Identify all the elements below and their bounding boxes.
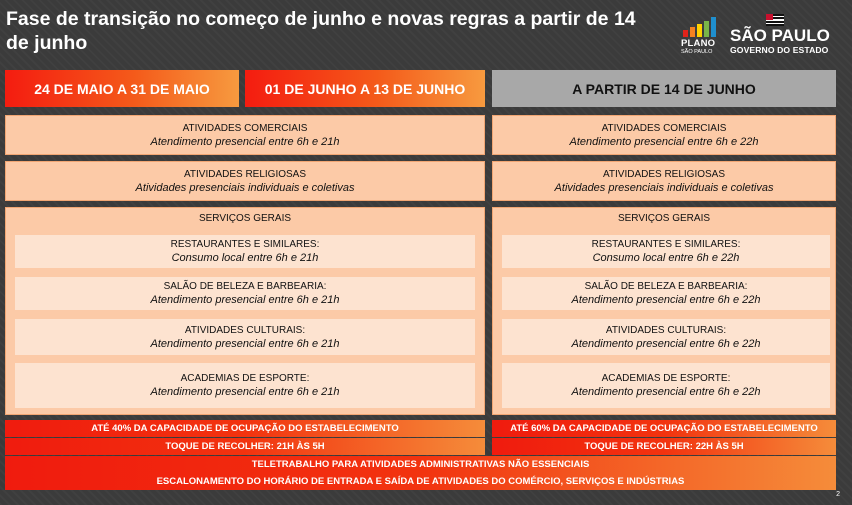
left-salao-detail: Atendimento presencial entre 6h e 21h	[150, 294, 340, 306]
left-culturais-detail: Atendimento presencial entre 6h e 21h	[150, 337, 340, 350]
header-period-1: 24 DE MAIO A 31 DE MAIO	[5, 70, 239, 107]
header-period-2: 01 DE JUNHO A 13 DE JUNHO	[245, 70, 485, 107]
right-salao-label: SALÃO DE BELEZA E BARBEARIA:	[584, 281, 748, 292]
right-comercio-detail: Atendimento presencial entre 6h e 22h	[569, 135, 759, 148]
right-comercio-label: ATIVIDADES COMERCIAIS	[601, 122, 727, 134]
plano-sao-paulo-logo	[679, 17, 721, 57]
left-religiosas-label: ATIVIDADES RELIGIOSAS	[183, 168, 307, 180]
left-comercio-detail: Atendimento presencial entre 6h e 21h	[150, 135, 340, 148]
left-culturais	[15, 319, 475, 355]
right-atividades-comerciais	[492, 115, 836, 155]
left-academias-label: ACADEMIAS DE ESPORTE:	[180, 373, 310, 384]
right-academias-detail: Atendimento presencial entre 6h e 22h	[571, 386, 761, 398]
left-salao-label: SALÃO DE BELEZA E BARBEARIA:	[163, 281, 327, 292]
escalonamento-band: ESCALONAMENTO DO HORÁRIO DE ENTRADA E SAÍDA DE ATIVIDADES DO COMÉRCIO, SERVIÇOS E INDÚSTRIAS	[5, 473, 836, 490]
sp-name: SÃO PAULO	[730, 26, 830, 45]
page-number: 2	[836, 491, 840, 498]
right-salao-detail: Atendimento presencial entre 6h e 22h	[571, 294, 761, 306]
left-restaurantes-detail: Consumo local entre 6h e 21h	[171, 252, 319, 264]
left-servicos-gerais-panel	[5, 207, 485, 415]
teletrabalho-band: TELETRABALHO PARA ATIVIDADES ADMINISTRATIVAS NÃO ESSENCIAIS	[5, 456, 836, 473]
left-restaurantes	[15, 235, 475, 268]
right-toque-band: TOQUE DE RECOLHER: 22H ÀS 5H	[492, 438, 836, 455]
right-academias-label: ACADEMIAS DE ESPORTE:	[601, 373, 731, 384]
right-servicos-title: SERVIÇOS GERAIS	[617, 213, 711, 224]
right-salao	[502, 277, 830, 310]
right-culturais	[502, 319, 830, 355]
governo-sp-logo	[730, 14, 840, 58]
right-religiosas-detail: Atividades presenciais individuais e coletivas	[554, 181, 774, 194]
left-culturais-label: ATIVIDADES CULTURAIS:	[184, 324, 306, 336]
plano-bar	[704, 21, 709, 37]
slide-title: Fase de transição no começo de junho e novas regras a partir de 14 de junho	[6, 8, 636, 54]
right-religiosas-label: ATIVIDADES RELIGIOSAS	[602, 168, 726, 180]
plano-bars-icon	[683, 17, 717, 37]
left-servicos-title: SERVIÇOS GERAIS	[198, 213, 292, 224]
right-atividades-religiosas	[492, 161, 836, 201]
right-restaurantes-detail: Consumo local entre 6h e 22h	[592, 252, 740, 264]
plano-bar	[711, 17, 716, 37]
plano-sub-label: SÃO PAULO	[681, 49, 713, 55]
left-academias	[15, 363, 475, 408]
left-restaurantes-label: RESTAURANTES E SIMILARES:	[170, 239, 320, 250]
left-academias-detail: Atendimento presencial entre 6h e 21h	[150, 386, 340, 398]
right-restaurantes	[502, 235, 830, 268]
left-atividades-religiosas	[5, 161, 485, 201]
right-restaurantes-label: RESTAURANTES E SIMILARES:	[591, 239, 741, 250]
left-atividades-comerciais	[5, 115, 485, 155]
plano-bar	[697, 24, 702, 37]
left-comercio-label: ATIVIDADES COMERCIAIS	[182, 122, 308, 134]
left-toque-band: TOQUE DE RECOLHER: 21H ÀS 5H	[5, 438, 485, 455]
right-academias	[502, 363, 830, 408]
right-culturais-detail: Atendimento presencial entre 6h e 22h	[571, 337, 761, 350]
left-religiosas-detail: Atividades presenciais individuais e coletivas	[135, 181, 355, 194]
left-capacidade-band: ATÉ 40% DA CAPACIDADE DE OCUPAÇÃO DO ESTABELECIMENTO	[5, 420, 485, 437]
plano-bar	[690, 27, 695, 37]
right-servicos-gerais-panel	[492, 207, 836, 415]
right-culturais-label: ATIVIDADES CULTURAIS:	[605, 324, 727, 336]
header-period-3: A PARTIR DE 14 DE JUNHO	[492, 70, 836, 107]
plano-bar	[683, 30, 688, 37]
right-capacidade-band: ATÉ 60% DA CAPACIDADE DE OCUPAÇÃO DO ESTABELECIMENTO	[492, 420, 836, 437]
sp-sub: GOVERNO DO ESTADO	[730, 45, 829, 55]
sp-flag-canton-icon	[766, 14, 773, 20]
left-salao	[15, 277, 475, 310]
plano-label: PLANO	[681, 38, 716, 49]
